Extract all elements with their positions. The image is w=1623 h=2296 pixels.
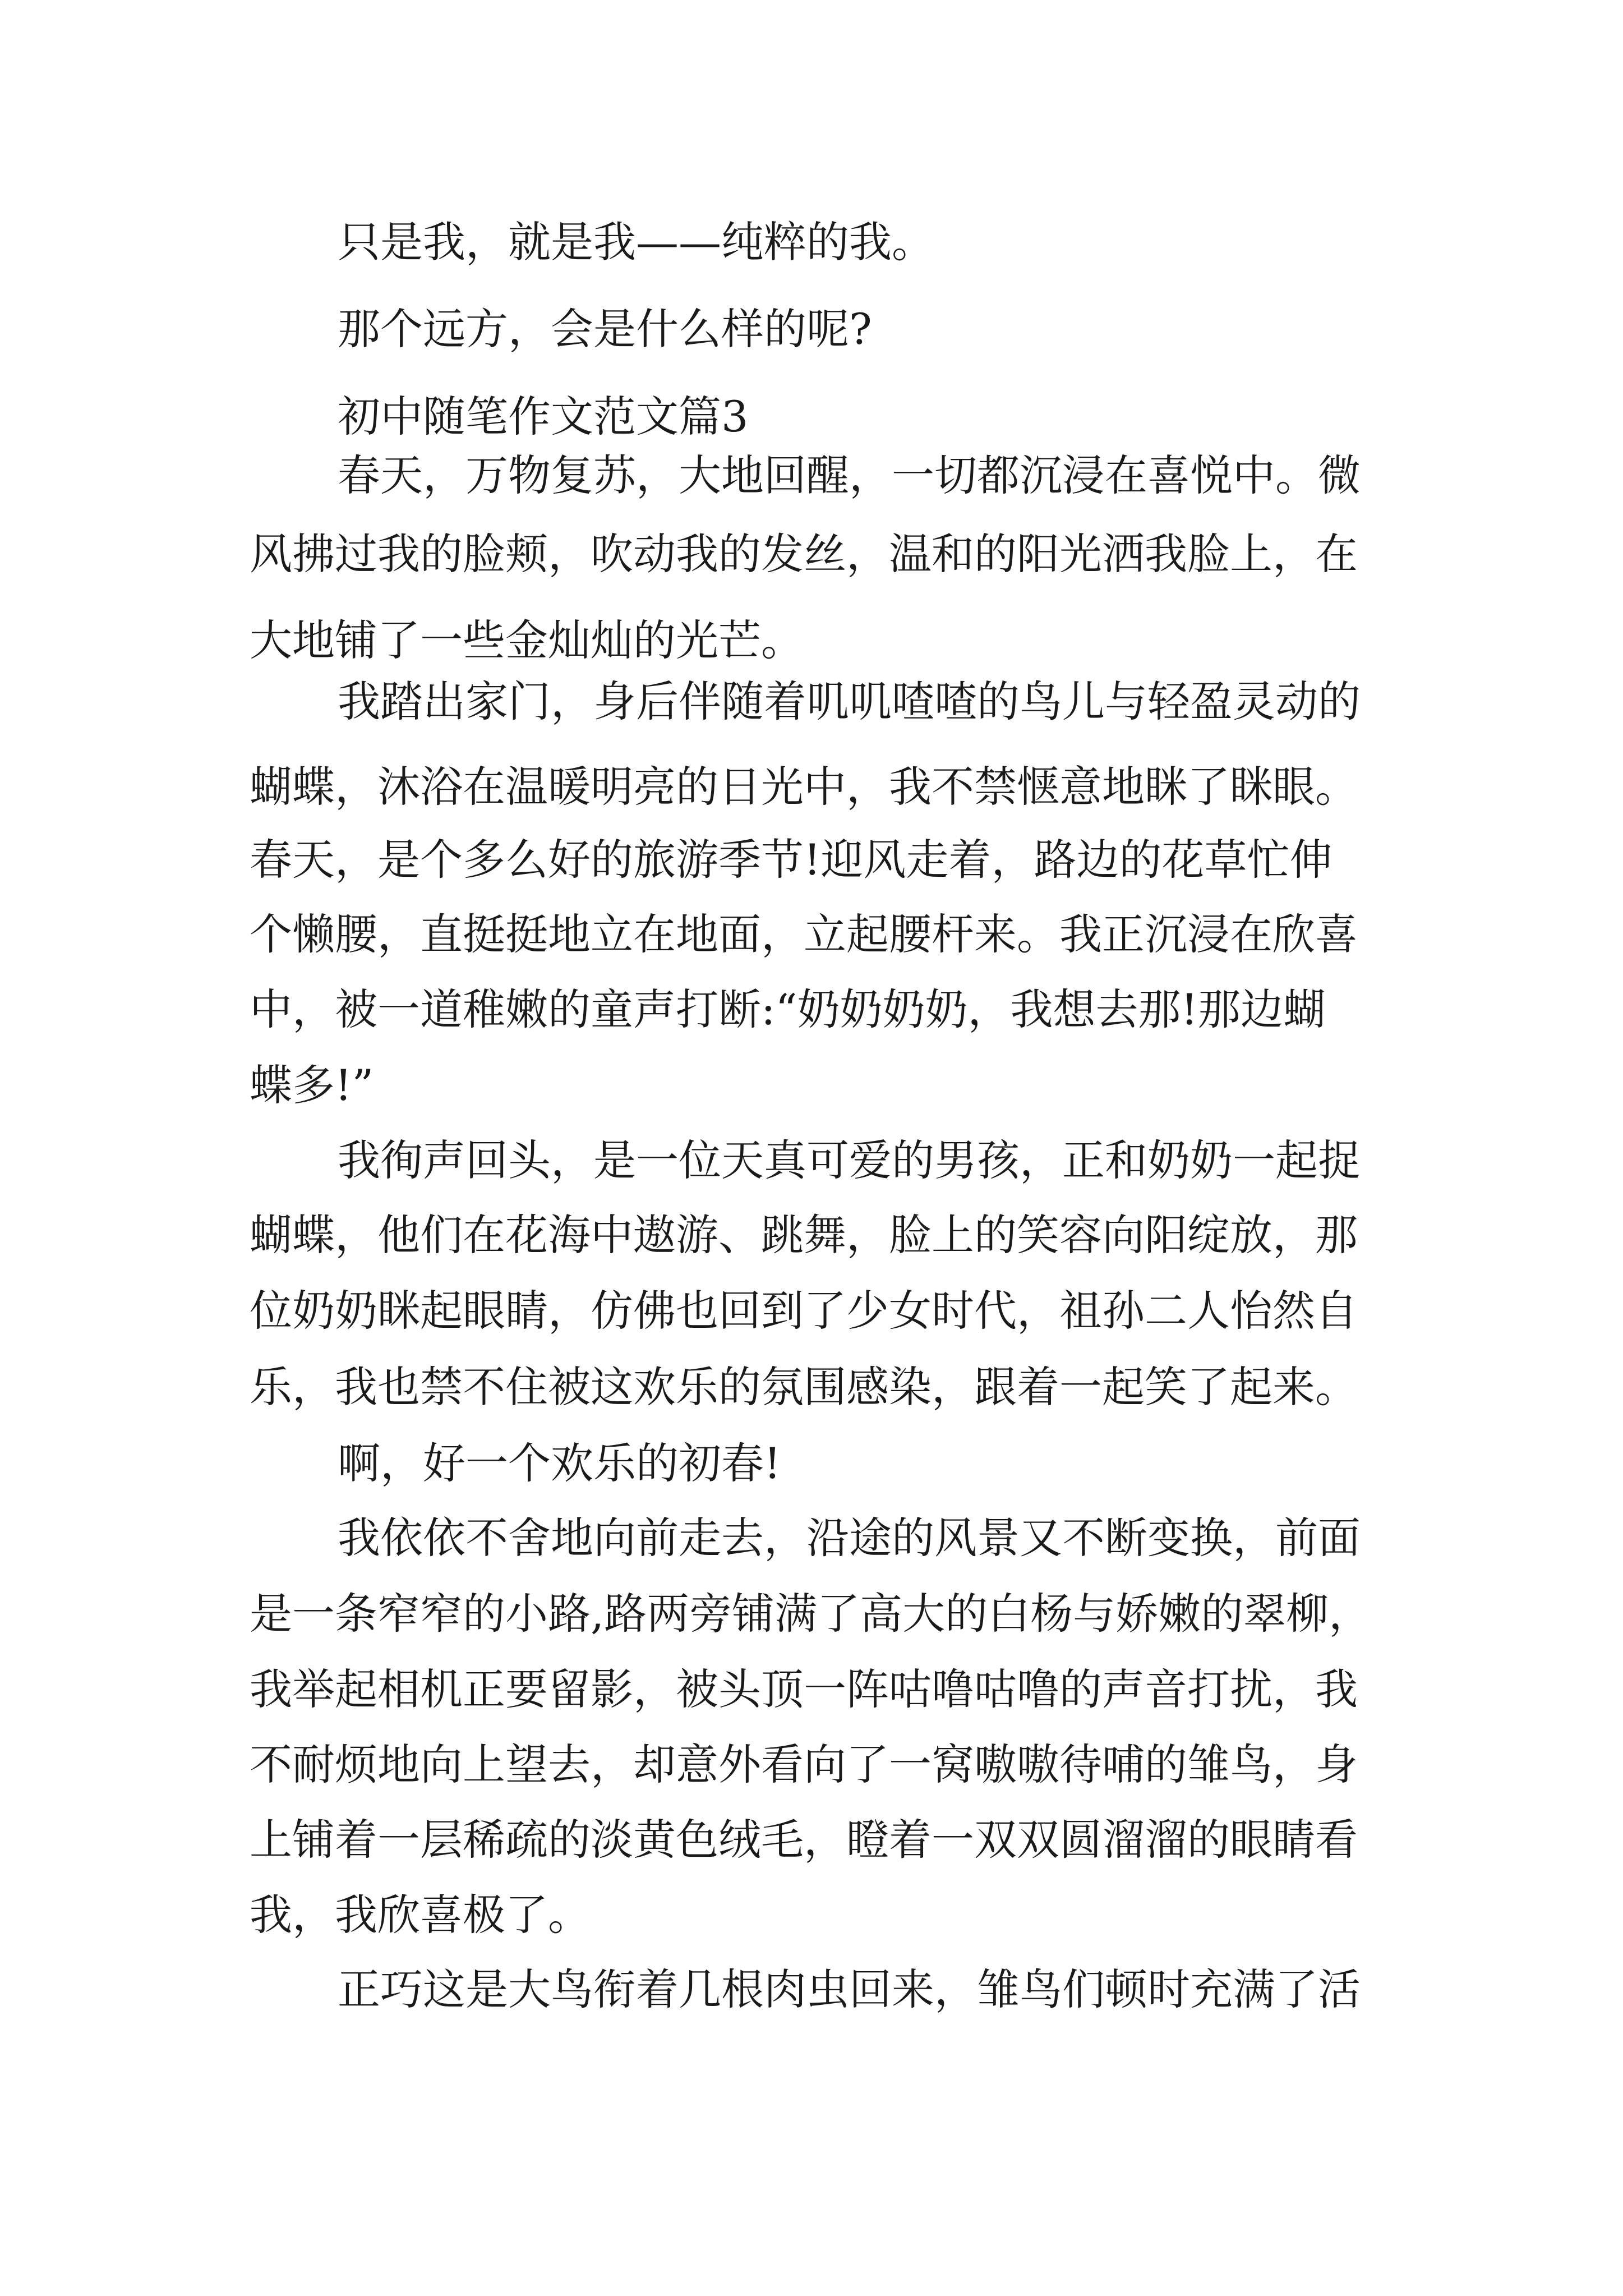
- text-line: 我依依不舍地向前走去，沿途的风景又不断变换，前面: [338, 1513, 1361, 1563]
- text-line: 个懒腰，直挺挺地立在地面，立起腰杆来。我正沉浸在欣喜: [250, 909, 1358, 959]
- text-line: 位奶奶眯起眼睛，仿佛也回到了少女时代，祖孙二人怡然自: [250, 1286, 1358, 1336]
- text-line: 大地铺了一些金灿灿的光芒。: [250, 615, 804, 665]
- text-line: 我徇声回头，是一位天真可爱的男孩，正和奶奶一起捉: [338, 1135, 1361, 1185]
- text-line: 上铺着一层稀疏的淡黄色绒毛，瞪着一双双圆溜溜的眼睛看: [250, 1815, 1358, 1865]
- text-line: 只是我，就是我——纯粹的我。: [338, 217, 934, 267]
- text-line: 中，被一道稚嫩的童声打断:“奶奶奶奶，我想去那!那边蝴: [250, 984, 1326, 1034]
- text-line: 我，我欣喜极了。: [250, 1890, 591, 1940]
- text-line: 我举起相机正要留影，被头顶一阵咕噜咕噜的声音打扰，我: [250, 1664, 1358, 1714]
- section-heading: 初中随笔作文范文篇3: [338, 392, 749, 441]
- text-line: 春天，是个多么好的旅游季节!迎风走着，路边的花草忙伸: [250, 835, 1332, 885]
- text-line: 春天，万物复苏，大地回醒，一切都沉浸在喜悦中。微: [338, 450, 1361, 500]
- text-line: 不耐烦地向上望去，却意外看向了一窝嗷嗷待哺的雏鸟，身: [250, 1740, 1358, 1789]
- text-line: 正巧这是大鸟衔着几根肉虫回来，雏鸟们顿时充满了活: [338, 1964, 1361, 2014]
- text-line: 那个远方，会是什么样的呢?: [338, 304, 872, 354]
- text-line: 蝴蝶，沐浴在温暖明亮的日光中，我不禁惬意地眯了眯眼。: [250, 762, 1358, 812]
- text-line: 我踏出家门，身后伴随着叽叽喳喳的鸟儿与轻盈灵动的: [338, 677, 1361, 726]
- text-line: 啊，好一个欢乐的初春!: [338, 1438, 781, 1488]
- text-line: 是一条窄窄的小路,路两旁铺满了高大的白杨与娇嫩的翠柳，: [250, 1589, 1372, 1639]
- text-line: 乐，我也禁不住被这欢乐的氛围感染，跟着一起笑了起来。: [250, 1362, 1358, 1412]
- text-line: 蝶多!”: [250, 1060, 374, 1110]
- text-line: 风拂过我的脸颊，吹动我的发丝，温和的阳光洒我脸上，在: [250, 529, 1358, 579]
- text-line: 蝴蝶，他们在花海中遨游、跳舞，脸上的笑容向阳绽放，那: [250, 1210, 1358, 1260]
